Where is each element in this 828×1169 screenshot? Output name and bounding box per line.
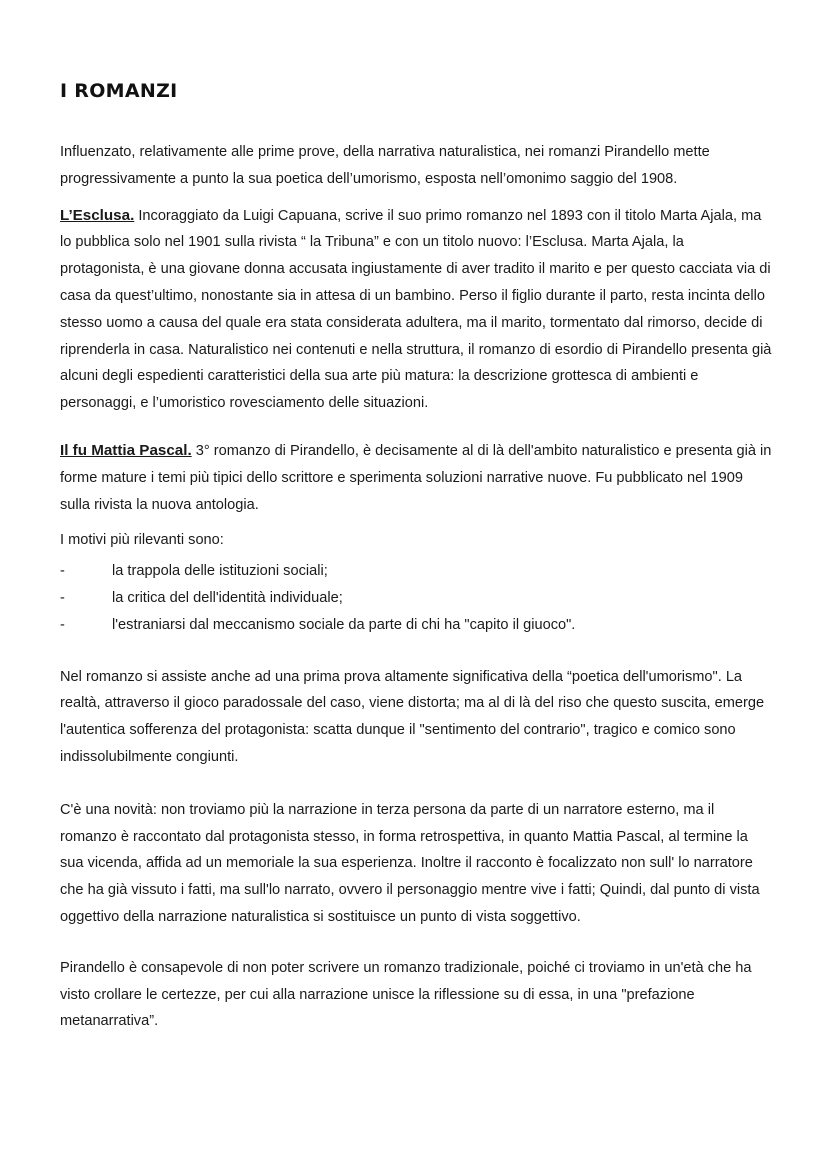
mattia-heading: Il fu Mattia Pascal. [60,441,192,459]
esclusa-text: Incoraggiato da Luigi Capuana, scrive il suo primo romanzo nel 1893 con il titolo Marta Ajala, ma lo pubblica solo nel 1901 sulla rivista “ la Tribuna” e con un titolo nuovo: l’Esclusa. Marta Ajala, la protagonista, è una giovane donna accusata ingiustamente di aver tradito il marito e per questo cacciata via di casa da quest’ultimo, nonostante sia in attesa di un bambino. Perso il figlio durante il parto, resta incinta dello stesso uomo a causa del quale era stata considerata adultera, ma il marito, tormentato dal rimorso, decide di riprenderla in casa. Naturalistico nei contenuti e nella struttura, il romanzo di esordio di Pirandello presenta già alcuni degli espedienti caratteristici della sua arte più matura: la descrizione grottesca di ambienti e personaggi, e l’umoristico rovesciamento delle situazioni. [60,207,772,412]
mattia-paragraph [60,438,772,518]
list-item-text: la critica del dell'identità individuale; [112,589,343,606]
umorismo-paragraph: Nel romanzo si assiste anche ad una prima prova altamente significativa della “poetica dell'umorismo". La realtà, attraverso il gioco paradossale del caso, viene distorta; ma al di là del riso che questo suscita, emerge l'autentica sofferenza del protagonista: scatta dunque il "sentimento del contrario", tragico e comico sono indissolubilmente congiunti. [60,668,765,765]
page-title: I ROMANZI [60,80,178,102]
list-item [60,612,772,639]
bullet-marker: - [60,589,65,606]
motivi-intro: I motivi più rilevanti sono: [60,532,224,549]
mattia-text: 3° romanzo di Pirandello, è decisamente al di là dell'ambito naturalistico e presenta già in forme mature i temi più tipici dello scrittore e sperimenta soluzioni narrative nuove. Fu pubblicato nel 1909 sulla rivista la nuova antologia. [60,442,772,513]
list-item-text: la trappola delle istituzioni sociali; [112,563,328,580]
motivi-list [60,558,772,638]
bullet-marker: - [60,563,65,580]
novita-paragraph: C'è una novità: non troviamo più la narrazione in terza persona da parte di un narratore esterno, ma il romanzo è raccontato dal protagonista stesso, in forma retrospettiva, in quanto Mattia Pascal, al termine la sua vicenda, affida ad un memoriale la sua esperienza. Inoltre il racconto è focalizzato non sull' lo narratore che ha già vissuto i fatti, ma sull'lo narrato, ovvero il personaggio mentre vive i fatti; Quindi, dal punto di vista oggettivo della narrazione naturalistica si sostituisce un punto di vista soggettivo. [60,801,760,925]
document-page [60,80,772,1035]
esclusa-heading: L’Esclusa. [60,206,135,224]
list-item [60,585,772,612]
pirandello-paragraph: Pirandello è consapevole di non poter scrivere un romanzo tradizionale, poiché ci troviamo in un'età che ha visto crollare le certezze, per cui alla narrazione unisce la riflessione su di essa, in una "prefazione metanarrativa”. [60,959,752,1030]
intro-paragraph: Influenzato, relativamente alle prime prove, della narrativa naturalistica, nei romanzi Pirandello mette progressivamente a punto la sua poetica dell’umorismo, esposta nell’omonimo saggio del 1908. [60,144,710,187]
bullet-marker: - [60,616,65,633]
esclusa-paragraph [60,203,772,417]
list-item-text: l'estraniarsi dal meccanismo sociale da parte di chi ha "capito il giuoco". [112,616,576,633]
list-item [60,558,772,585]
